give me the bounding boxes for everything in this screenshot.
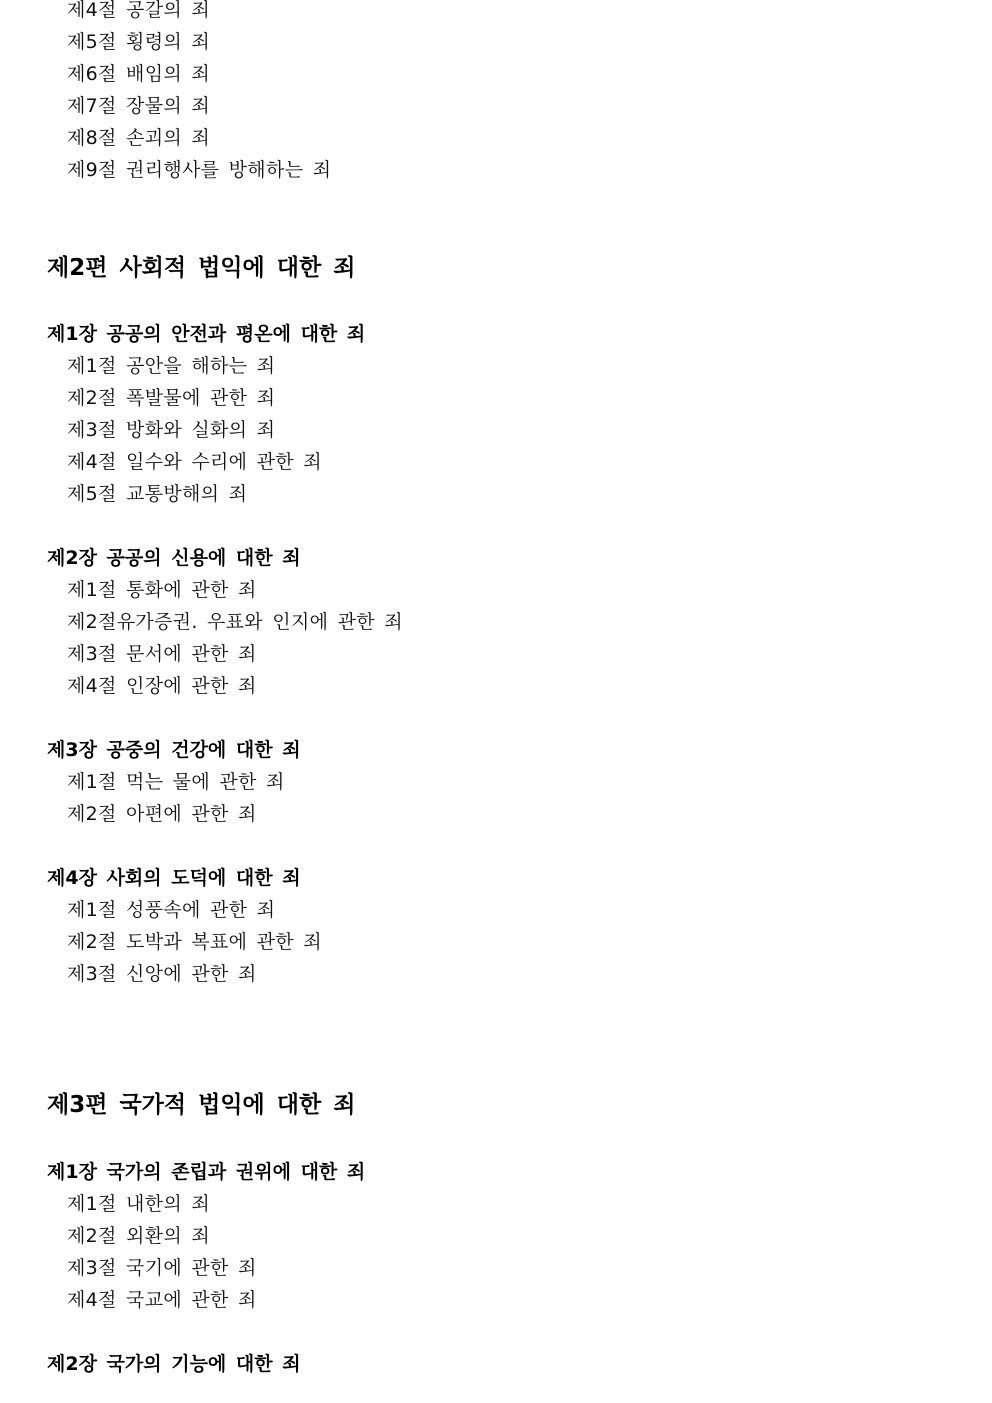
section-line: 제3절 방화와 실화의 죄: [67, 419, 276, 441]
section-line: 제2절 폭발물에 관한 죄: [67, 387, 276, 409]
section-line: 제5절 횡령의 죄: [67, 31, 210, 53]
chapter-heading: 제1장 공공의 안전과 평온에 대한 죄: [47, 323, 366, 345]
section-line: 제1절 내한의 죄: [67, 1193, 210, 1215]
section-line: 제4절 인장에 관한 죄: [67, 675, 257, 697]
chapter-heading: 제2장 공공의 신용에 대한 죄: [47, 547, 301, 569]
section-line: 제1절 공안을 해하는 죄: [67, 355, 276, 377]
section-line: 제4절 국교에 관한 죄: [67, 1289, 257, 1311]
chapter-heading: 제4장 사회의 도덕에 대한 죄: [47, 867, 301, 889]
section-line: 제2절 도박과 복표에 관한 죄: [67, 931, 322, 953]
section-line: 제6절 배임의 죄: [67, 63, 210, 85]
chapter-heading: 제3장 공중의 건강에 대한 죄: [47, 739, 301, 761]
part-heading: 제2편 사회적 법익에 대한 죄: [47, 255, 356, 281]
section-line: 제3절 신앙에 관한 죄: [67, 963, 257, 985]
section-line: 제1절 통화에 관한 죄: [67, 579, 257, 601]
section-line: 제2절 아편에 관한 죄: [67, 803, 257, 825]
section-line: 제8절 손괴의 죄: [67, 127, 210, 149]
section-line: 제4절 일수와 수리에 관한 죄: [67, 451, 322, 473]
chapter-heading: 제2장 국가의 기능에 대한 죄: [47, 1353, 301, 1375]
section-line: 제7절 장물의 죄: [67, 95, 210, 117]
section-line: 제9절 권리행사를 방해하는 죄: [67, 159, 332, 181]
section-line: 제5절 교통방해의 죄: [67, 483, 248, 505]
part-heading: 제3편 국가적 법익에 대한 죄: [47, 1092, 356, 1118]
section-line: 제4절 공갈의 죄: [67, 0, 210, 21]
section-line: 제1절 성풍속에 관한 죄: [67, 899, 276, 921]
section-line: 제2절 외환의 죄: [67, 1225, 210, 1247]
section-line: 제2절유가증권. 우표와 인지에 관한 죄: [67, 611, 403, 633]
chapter-heading: 제1장 국가의 존립과 권위에 대한 죄: [47, 1161, 366, 1183]
section-line: 제3절 문서에 관한 죄: [67, 643, 257, 665]
section-line: 제1절 먹는 물에 관한 죄: [67, 771, 285, 793]
section-line: 제3절 국기에 관한 죄: [67, 1257, 257, 1279]
